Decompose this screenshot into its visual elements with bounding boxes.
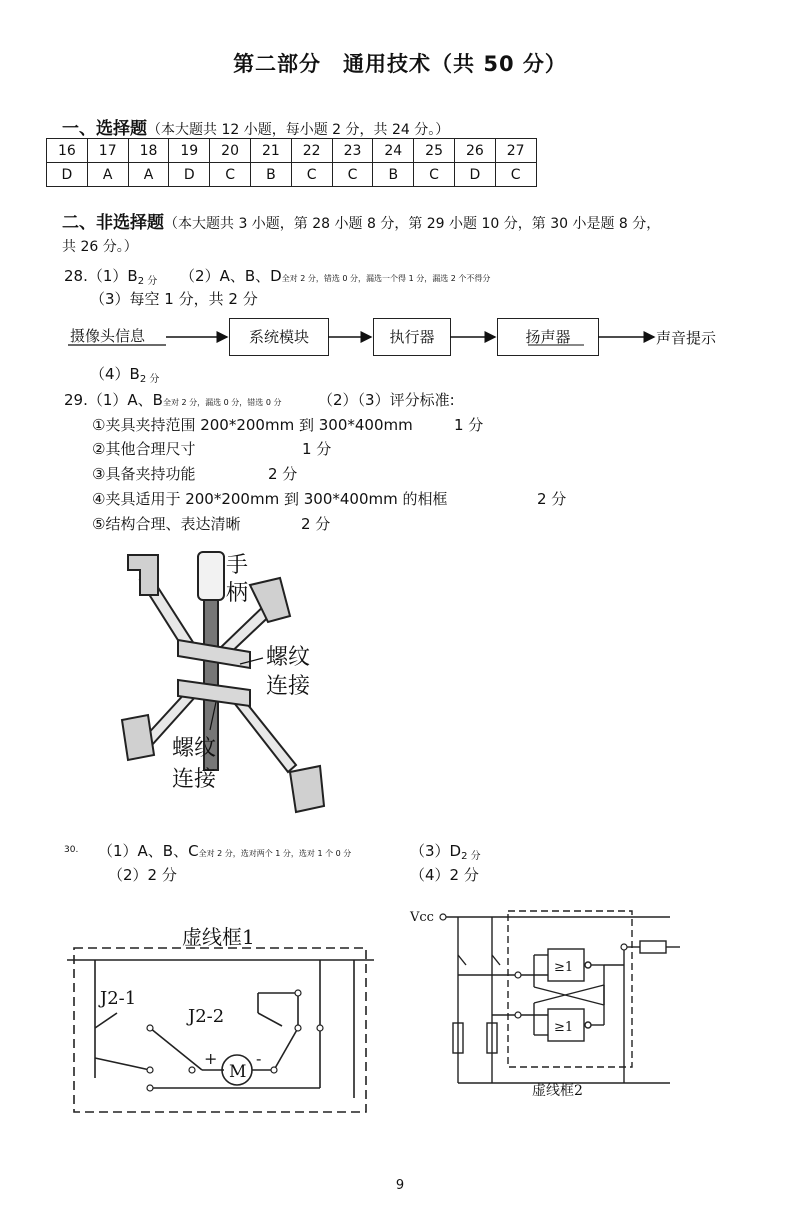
- criterion-1-score: 1 分: [454, 416, 484, 434]
- answer-cell: C: [414, 163, 455, 187]
- section2-heading: 二、非选择题: [62, 213, 164, 233]
- thread-label-a2: 连接: [266, 674, 311, 699]
- question-number: 17: [87, 139, 128, 163]
- q28-p3: （3）每空 1 分，共 2 分: [90, 290, 258, 308]
- question-number: 18: [128, 139, 169, 163]
- flow-box-system: 系统模块: [229, 318, 329, 356]
- question-number: 27: [495, 139, 536, 163]
- question-number: 20: [210, 139, 251, 163]
- motor-minus-label: -: [256, 1049, 262, 1068]
- criterion-2: ②其他合理尺寸: [92, 440, 196, 458]
- criterion-5: ⑤结构合理、表达清晰: [92, 515, 241, 533]
- criterion-4-score: 2 分: [537, 490, 567, 508]
- answer-cell: A: [128, 163, 169, 187]
- q28-p2: （2）A、B、D: [180, 267, 282, 285]
- criterion-3: ③具备夹持功能: [92, 465, 196, 483]
- section2-note: （本大题共 3 小题，第 28 小题 8 分，第 29 小题 10 分，第 30 小是题 8 分，: [164, 216, 661, 232]
- question-number: 26: [454, 139, 495, 163]
- q30-p4: （4）2 分: [410, 866, 479, 884]
- question-number: 19: [169, 139, 210, 163]
- criterion-4: ④夹具适用于 200*200mm 到 300*400mm 的相框: [92, 490, 448, 508]
- q28-p1-score: 2 分: [137, 276, 158, 287]
- q29-p23: （2）（3）评分标准:: [318, 391, 455, 409]
- answer-cell: D: [454, 163, 495, 187]
- question-number: 22: [291, 139, 332, 163]
- flow-arrows: [0, 0, 800, 400]
- answer-cell: D: [169, 163, 210, 187]
- j2-2-label: J2-2: [188, 1006, 225, 1027]
- criterion-1: ①夹具夹持范围 200*200mm 到 300*400mm: [92, 416, 413, 434]
- section1-heading: 一、选择题: [62, 119, 147, 139]
- thread-label-a1: 螺纹: [266, 645, 311, 670]
- q28-p4: （4）B: [90, 365, 140, 383]
- question-number: 23: [332, 139, 373, 163]
- answer-cell: C: [210, 163, 251, 187]
- thread-label-b1: 螺纹: [172, 736, 217, 761]
- circuit1-frame-label: 虚线框1: [182, 925, 255, 949]
- q30-p2: （2）2 分: [108, 866, 177, 884]
- page-number: 9: [395, 1178, 405, 1193]
- thread-label-b2: 连接: [172, 767, 217, 792]
- motor-plus-label: +: [204, 1049, 218, 1068]
- q30-line1: [98, 840, 351, 861]
- nor-gate-label-bottom: ≥1: [554, 1020, 574, 1035]
- q29-p1: 29.（1）A、B: [64, 391, 163, 409]
- question-number: 16: [47, 139, 88, 163]
- flow-output-label: 声音提示: [656, 329, 717, 347]
- j2-1-label: J2-1: [100, 988, 137, 1009]
- answer-cell: C: [291, 163, 332, 187]
- q28-p2-note: 全对 2 分，错选 0 分，漏选一个得 1 分，漏选 2 个不得分: [281, 274, 491, 283]
- question-number: 25: [414, 139, 455, 163]
- answer-cell: A: [87, 163, 128, 187]
- q30-p3: （3）D: [410, 842, 462, 860]
- criterion-5-score: 2 分: [301, 515, 331, 533]
- q29-line1: [64, 389, 281, 410]
- page-title: 第二部分 通用技术（共 50 分）: [233, 52, 567, 76]
- clamp-illustration: [100, 540, 360, 830]
- handle-label-1: 手: [226, 553, 249, 578]
- q29-p1-note: 全对 2 分，漏选 0 分，错选 0 分: [162, 398, 282, 407]
- q30-p1: （1）A、B、C: [98, 842, 199, 860]
- q30-num: 30.: [64, 845, 79, 855]
- circuit2-frame-label: 虚线框2: [532, 1083, 583, 1099]
- q30-line3: [410, 840, 481, 862]
- q30-p3-score: 2 分: [461, 851, 481, 862]
- answer-cell: C: [332, 163, 373, 187]
- question-number: 21: [250, 139, 291, 163]
- answer-cell: C: [495, 163, 536, 187]
- circuit-diagram-2: [408, 905, 698, 1105]
- q30-p1-note: 全对 2 分，选对两个 1 分，选对 1 个 0 分: [198, 849, 352, 858]
- vcc-label: Vcc: [410, 910, 434, 925]
- flow-box-speaker: 扬声器: [497, 318, 599, 356]
- handle-label-2: 柄: [226, 581, 249, 606]
- criterion-3-score: 2 分: [268, 465, 298, 483]
- q28-p1: 28.（1）B: [64, 267, 138, 285]
- q28-p4-score: 2 分: [139, 374, 160, 385]
- circuit-diagram-1: [62, 918, 382, 1118]
- question-number: 24: [373, 139, 414, 163]
- section1-note: （本大题共 12 小题，每小题 2 分，共 24 分。）: [147, 122, 450, 138]
- flow-input-label: 摄像头信息: [70, 327, 146, 345]
- answer-cell: D: [47, 163, 88, 187]
- section2-note-cont: 共 26 分。）: [62, 239, 138, 255]
- criterion-2-score: 1 分: [302, 440, 332, 458]
- answer-cell: B: [250, 163, 291, 187]
- answer-cell: B: [373, 163, 414, 187]
- q28-line4: [90, 363, 159, 385]
- nor-gate-label-top: ≥1: [554, 960, 574, 975]
- flow-box-actuator: 执行器: [373, 318, 451, 356]
- motor-label: M: [229, 1062, 247, 1082]
